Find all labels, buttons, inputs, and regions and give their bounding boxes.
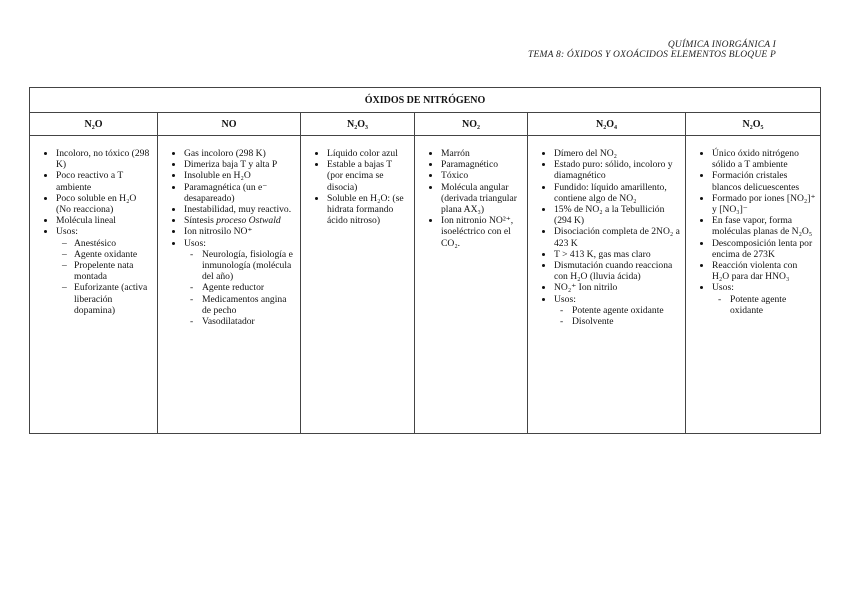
list-item: • Ion nitronio NO²⁺, isoeléctrico con el CO₂.: [441, 215, 523, 249]
uses-label: Usos:: [184, 237, 206, 249]
list-item: • NO₂⁺ Ion nitrilo: [554, 282, 681, 293]
list-item: • Paramagnética (un e⁻ desapareado): [184, 182, 296, 204]
use-item: – Agente oxidante: [74, 249, 153, 260]
list-item: • Estado puro: sólido, incoloro y diamagnético: [554, 159, 681, 181]
column-header: N₂O₄: [528, 113, 686, 136]
list-item: • Formación cristales blancos delicuescentes: [712, 170, 816, 192]
list-item: [184, 238, 296, 328]
list-item: • Inestabilidad, muy reactivo.: [184, 204, 296, 215]
table-header-row: [30, 113, 821, 136]
use-item: - Medicamentos angina de pecho: [202, 294, 296, 316]
list-item: • Líquido color azul: [327, 148, 410, 159]
table-title-row: [30, 88, 821, 113]
list-item: • Fundido: líquido amarillento, contiene algo de NO₂: [554, 182, 681, 204]
use-item: - Potente agente oxidante: [572, 305, 681, 316]
use-item: - Disolvente: [572, 316, 681, 327]
topic-title: TEMA 8: ÓXIDOS Y OXOÁCIDOS ELEMENTOS BLOQUE P: [528, 50, 776, 60]
list-item: • Poco reactivo a T ambiente: [56, 170, 153, 192]
list-item: • Descomposición lenta por encima de 273K: [712, 238, 816, 260]
course-title: QUÍMICA INORGÁNICA I: [667, 40, 776, 50]
list-item: • Reacción violenta con H₂O para dar HNO₃: [712, 260, 816, 282]
list-item: • Formado por iones [NO₂]⁺ y [NO₃]⁻: [712, 193, 816, 215]
list-item: • Gas incoloro (298 K): [184, 148, 296, 159]
list-item: • Insoluble en H₂O: [184, 170, 296, 181]
uses-label: Usos:: [56, 226, 78, 238]
uses-label: Usos:: [712, 282, 734, 294]
list-item: • Dismutación cuando reacciona con H₂O (lluvia ácida): [554, 260, 681, 282]
list-item: • Soluble en H₂O: (se hidrata formando ácido nitroso): [327, 193, 410, 227]
cell-no2: [415, 136, 528, 434]
nitrogen-oxides-table: [29, 87, 821, 434]
use-item: - Vasodilatador: [202, 316, 296, 327]
column-header: N₂O₅: [686, 113, 821, 136]
synthesis-prefix: Síntesis: [184, 215, 217, 227]
synthesis-process: proceso Ostwald: [216, 215, 281, 227]
uses-label: Usos:: [554, 293, 576, 305]
use-item: – Propelente nata montada: [74, 260, 153, 282]
use-item: - Agente reductor: [202, 282, 296, 293]
list-item: • Disociación completa de 2NO₂ a 423 K: [554, 226, 681, 248]
list-item: • Molécula angular (derivada triangular plana AX₃): [441, 182, 523, 216]
column-header: NO: [158, 113, 301, 136]
list-item: • T > 413 K, gas mas claro: [554, 249, 681, 260]
table-title: ÓXIDOS DE NITRÓGENO: [30, 88, 821, 113]
table-body-row: [30, 136, 821, 434]
column-header: N₂O₃: [301, 113, 415, 136]
cell-n2o3: [301, 136, 415, 434]
list-item: [712, 282, 816, 316]
cell-no: [158, 136, 301, 434]
list-item: [554, 294, 681, 328]
list-item: • Tóxico: [441, 170, 523, 181]
list-item: • 15% de NO₂ a la Tebullición (294 K): [554, 204, 681, 226]
list-item: • Estable a bajas T (por encima se disocia): [327, 159, 410, 193]
use-item: – Euforizante (activa liberación dopamina): [74, 282, 153, 316]
list-item: • Ion nitrosilo NO⁺: [184, 226, 296, 237]
list-item: • Poco soluble en H₂O (No reacciona): [56, 193, 153, 215]
column-header: N₂O: [30, 113, 158, 136]
use-item: - Neurología, fisiología e inmunología (molécula del año): [202, 249, 296, 283]
list-item: [184, 215, 296, 226]
list-item: • Molécula lineal: [56, 215, 153, 226]
list-item: • Dimeriza baja T y alta P: [184, 159, 296, 170]
list-item: [56, 226, 153, 316]
list-item: • En fase vapor, forma moléculas planas de N₂O₅: [712, 215, 816, 237]
list-item: • Incoloro, no tóxico (298 K): [56, 148, 153, 170]
cell-n2o5: [686, 136, 821, 434]
use-item: - Potente agente oxidante: [730, 294, 816, 316]
cell-n2o: [30, 136, 158, 434]
column-header: NO₂: [415, 113, 528, 136]
use-item: – Anestésico: [74, 238, 153, 249]
list-item: • Único óxido nitrógeno sólido a T ambiente: [712, 148, 816, 170]
cell-n2o4: [528, 136, 686, 434]
list-item: • Dímero del NO₂: [554, 148, 681, 159]
list-item: • Paramagnético: [441, 159, 523, 170]
list-item: • Marrón: [441, 148, 523, 159]
